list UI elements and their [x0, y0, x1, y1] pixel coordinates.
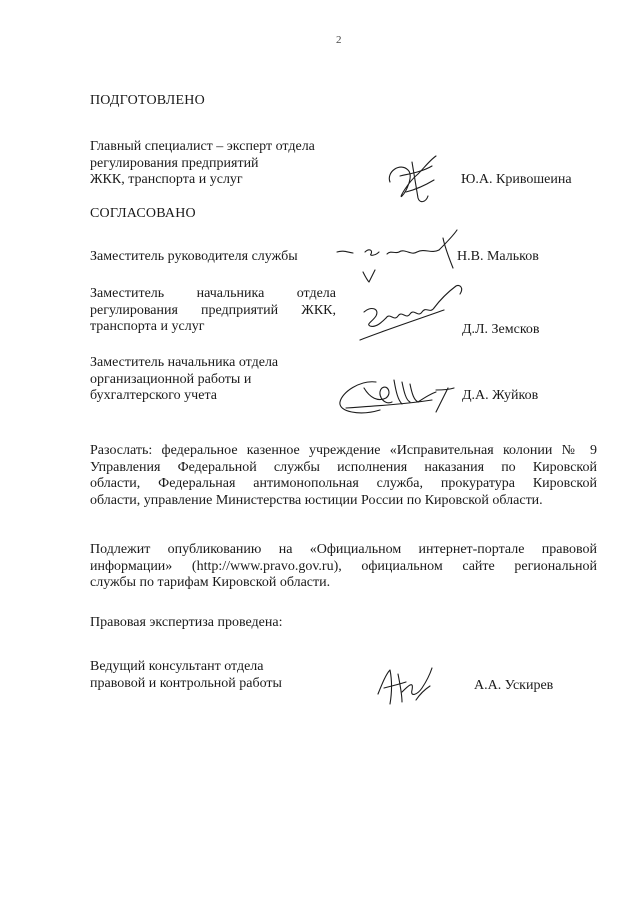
- position-line: регулирования предприятий ЖКК,: [90, 302, 336, 318]
- agreed-heading: СОГЛАСОВАНО: [90, 206, 196, 221]
- distribution-paragraph: [90, 443, 597, 509]
- legal-review-heading: Правовая экспертиза проведена:: [90, 615, 283, 630]
- signer-name: Д.Л. Земсков: [462, 322, 540, 337]
- prepared-heading: ПОДГОТОВЛЕНО: [90, 93, 205, 108]
- paragraph-line: области, Федеральная антимонопольная служба, прокуратура Кировской: [90, 476, 597, 491]
- position-line: ЖКК, транспорта и услуг: [90, 172, 243, 187]
- prepared-position: [90, 139, 315, 189]
- position-line: Ведущий консультант отдела: [90, 659, 264, 674]
- signature-malkov: [335, 228, 460, 283]
- paragraph-line: Подлежит опубликованию на «Официальном интернет-портале правовой: [90, 542, 597, 557]
- paragraph-line: информации» (http://www.pravo.gov.ru), официальном сайте региональной: [90, 558, 597, 574]
- publication-paragraph: [90, 542, 597, 592]
- paragraph-line: службы по тарифам Кировской области.: [90, 575, 331, 590]
- position-line: регулирования предприятий: [90, 155, 259, 171]
- position-line: Заместитель начальника отдела: [90, 286, 336, 301]
- signer-name: Д.А. Жуйков: [462, 388, 539, 403]
- page-number: 2: [336, 34, 342, 46]
- signer-position: Заместитель руководителя службы: [90, 249, 298, 264]
- prepared-name: Ю.А. Кривошеина: [461, 172, 572, 187]
- signature-zemskov: [360, 282, 470, 344]
- signature-krivosheina: [378, 152, 448, 212]
- signature-zhuykov: [336, 372, 460, 422]
- legal-review-name: А.А. Ускирев: [474, 678, 554, 693]
- position-line: Главный специалист – эксперт отдела: [90, 139, 315, 154]
- position-line: правовой и контрольной работы: [90, 675, 282, 691]
- paragraph-line: Разослать: федеральное казенное учреждение «Исправительная колонии № 9: [90, 443, 597, 458]
- paragraph-line: Управления Федеральной службы исполнения наказания по Кировской: [90, 459, 597, 475]
- signer-name: Н.В. Мальков: [457, 249, 539, 264]
- signature-uskirev: [372, 664, 436, 710]
- legal-review-position: [90, 659, 282, 692]
- position-line: бухгалтерского учета: [90, 388, 217, 403]
- position-line: организационной работы и: [90, 371, 252, 387]
- position-line: Заместитель начальника отдела: [90, 355, 279, 370]
- paragraph-line: области, управление Министерства юстиции России по Кировской области.: [90, 492, 543, 508]
- signer-position: [90, 286, 336, 336]
- signer-position: [90, 355, 278, 405]
- position-line: транспорта и услуг: [90, 319, 205, 334]
